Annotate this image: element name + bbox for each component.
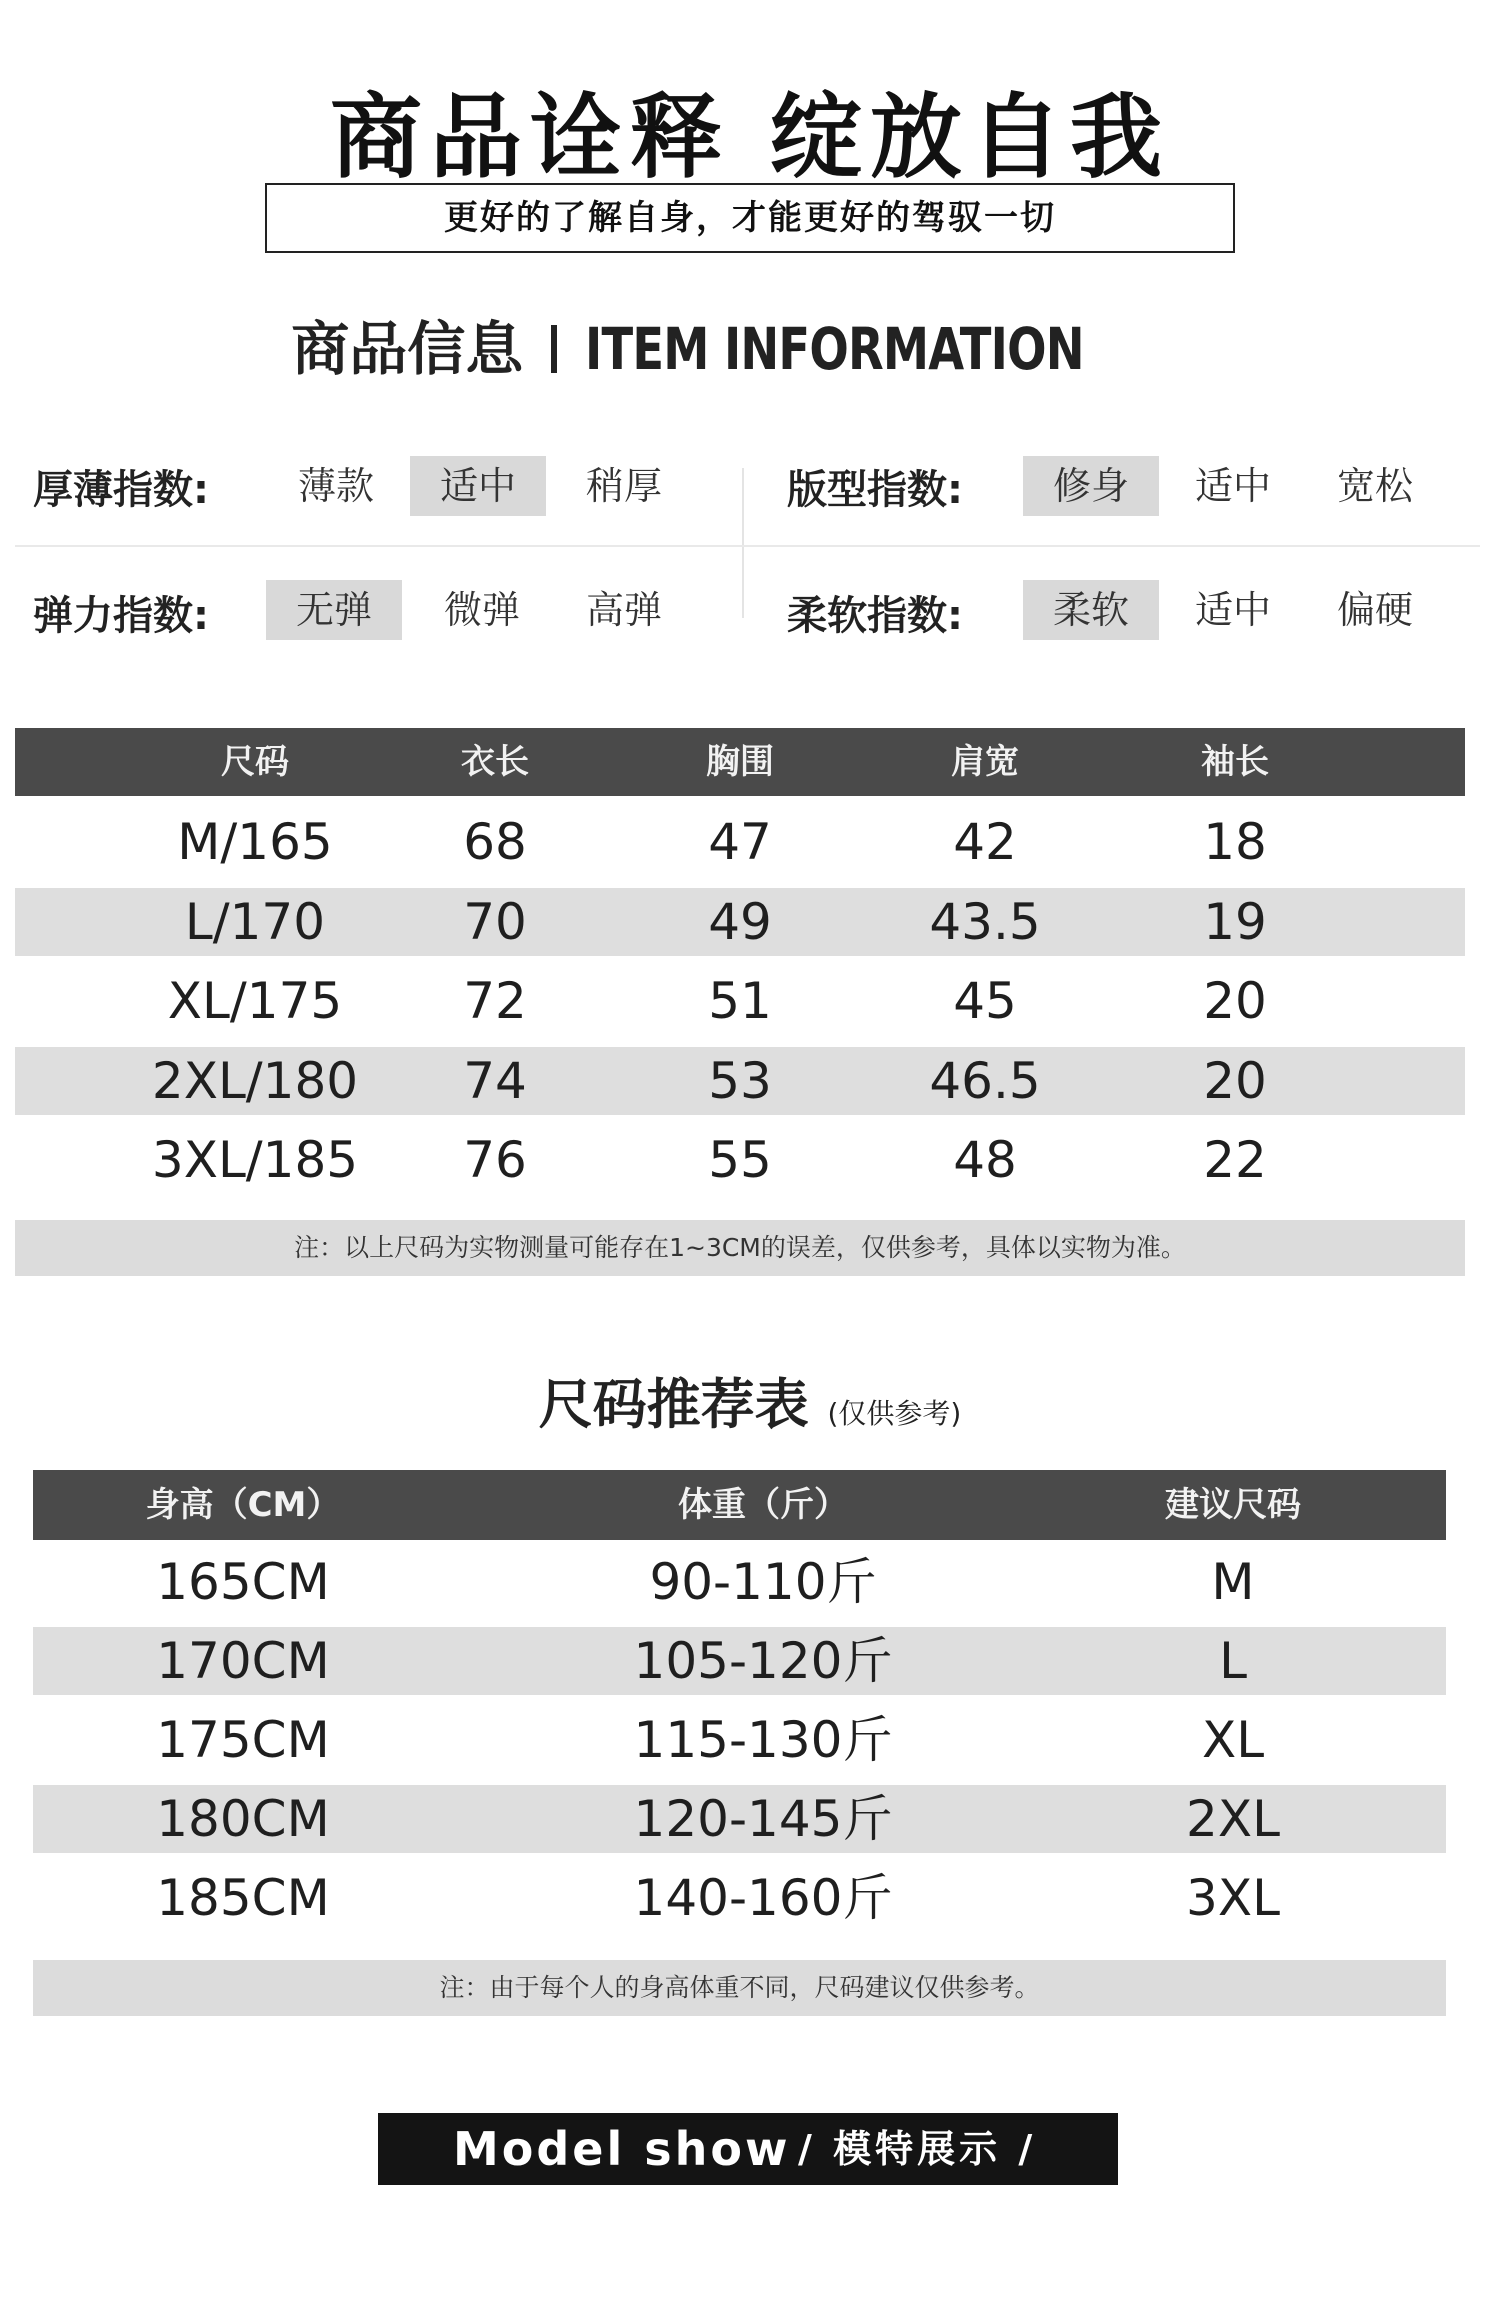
weight-cell: 90-110斤	[649, 1553, 877, 1611]
size-col-length: 衣长	[461, 742, 529, 782]
size-cell: 2XL/180	[151, 1052, 359, 1110]
height-cell: 170CM	[156, 1632, 330, 1690]
recommend-table-note: 注：由于每个人的身高体重不同，尺码建议仅供参考。	[33, 1960, 1446, 2016]
shoulder-cell: 42	[953, 813, 1017, 871]
sleeve-cell: 18	[1203, 813, 1267, 871]
chest-cell: 51	[708, 972, 772, 1030]
index-divider-vertical	[742, 468, 744, 618]
shoulder-cell: 43.5	[929, 893, 1041, 951]
recommend-col-weight: 体重（斤）	[678, 1485, 848, 1525]
index-option-slim-selected: 修身	[1023, 456, 1159, 516]
suggested-size-cell: 3XL	[1186, 1869, 1280, 1927]
section-title-cn: 商品信息	[291, 315, 524, 383]
section-title-item-info	[0, 302, 1500, 386]
index-option-thin: 薄款	[297, 464, 374, 508]
weight-cell: 120-145斤	[633, 1790, 893, 1848]
size-col-shoulder: 肩宽	[951, 742, 1019, 782]
length-cell: 74	[463, 1052, 527, 1110]
shoulder-cell: 46.5	[929, 1052, 1041, 1110]
sleeve-cell: 22	[1203, 1131, 1267, 1189]
length-cell: 68	[463, 813, 527, 871]
title-separator	[551, 325, 557, 373]
model-show-banner	[378, 2113, 1118, 2185]
table-row	[33, 1548, 1446, 1616]
index-option-slight-stretch: 微弹	[443, 588, 520, 632]
sleeve-cell: 19	[1203, 893, 1267, 951]
size-cell: 3XL/185	[151, 1131, 359, 1189]
weight-cell: 115-130斤	[633, 1711, 893, 1769]
index-label-thickness: 厚薄指数:	[33, 467, 209, 513]
page-title: 商品诠释 绽放自我	[329, 84, 1171, 191]
section-title-en: ITEM INFORMATION	[585, 315, 1085, 383]
chest-cell: 49	[708, 893, 772, 951]
table-row	[33, 1627, 1446, 1695]
index-label-softness: 柔软指数:	[787, 593, 963, 639]
size-cell: M/165	[177, 813, 333, 871]
suggested-size-cell: M	[1211, 1553, 1255, 1611]
index-option-normal: 适中	[1194, 588, 1271, 632]
model-show-cn: / 模特展示 /	[798, 2127, 1037, 2171]
page-subtitle: 更好的了解自身，才能更好的驾驭一切	[265, 183, 1235, 253]
index-option-loose: 宽松	[1336, 464, 1413, 508]
table-row	[15, 967, 1465, 1035]
table-row	[15, 808, 1465, 876]
suggested-size-cell: 2XL	[1186, 1790, 1280, 1848]
recommend-title-text: 尺码推荐表	[538, 1373, 809, 1436]
table-row	[15, 1047, 1465, 1115]
recommend-title	[0, 1362, 1500, 1439]
weight-cell: 140-160斤	[633, 1869, 893, 1927]
table-row	[33, 1785, 1446, 1853]
height-cell: 180CM	[156, 1790, 330, 1848]
index-option-thick: 稍厚	[585, 464, 662, 508]
recommend-title-note: (仅供参考)	[827, 1397, 962, 1430]
recommend-table-header	[33, 1470, 1446, 1540]
chest-cell: 55	[708, 1131, 772, 1189]
chest-cell: 47	[708, 813, 772, 871]
recommend-col-size: 建议尺码	[1165, 1485, 1301, 1525]
size-col-size: 尺码	[221, 742, 289, 782]
size-table-note: 注：以上尺码为实物测量可能存在1~3CM的误差，仅供参考，具体以实物为准。	[15, 1220, 1465, 1276]
table-row	[33, 1706, 1446, 1774]
size-table-header-bar	[15, 728, 1465, 796]
recommend-col-height: 身高（CM）	[145, 1485, 341, 1525]
index-option-soft-selected: 柔软	[1023, 580, 1159, 640]
size-col-sleeve: 袖长	[1201, 742, 1269, 782]
height-cell: 175CM	[156, 1711, 330, 1769]
size-col-chest: 胸围	[706, 742, 774, 782]
index-option-regular: 适中	[1194, 464, 1271, 508]
index-option-hard: 偏硬	[1336, 588, 1413, 632]
size-cell: XL/175	[167, 972, 343, 1030]
size-cell: L/170	[184, 893, 326, 951]
table-row	[15, 888, 1465, 956]
weight-cell: 105-120斤	[633, 1632, 893, 1690]
table-row	[15, 1126, 1465, 1194]
length-cell: 76	[463, 1131, 527, 1189]
table-row	[33, 1864, 1446, 1932]
suggested-size-cell: L	[1219, 1632, 1247, 1690]
model-show-en: Model show	[453, 2122, 791, 2176]
chest-cell: 53	[708, 1052, 772, 1110]
length-cell: 70	[463, 893, 527, 951]
height-cell: 165CM	[156, 1553, 330, 1611]
shoulder-cell: 45	[953, 972, 1017, 1030]
sleeve-cell: 20	[1203, 1052, 1267, 1110]
index-option-medium-selected: 适中	[410, 456, 546, 516]
length-cell: 72	[463, 972, 527, 1030]
shoulder-cell: 48	[953, 1131, 1017, 1189]
sleeve-cell: 20	[1203, 972, 1267, 1030]
index-label-elasticity: 弹力指数:	[33, 593, 209, 639]
index-divider-horizontal	[15, 545, 1480, 547]
index-label-fit: 版型指数:	[787, 467, 963, 513]
height-cell: 185CM	[156, 1869, 330, 1927]
index-option-high-stretch: 高弹	[585, 588, 662, 632]
suggested-size-cell: XL	[1201, 1711, 1265, 1769]
index-option-no-stretch-selected: 无弹	[266, 580, 402, 640]
